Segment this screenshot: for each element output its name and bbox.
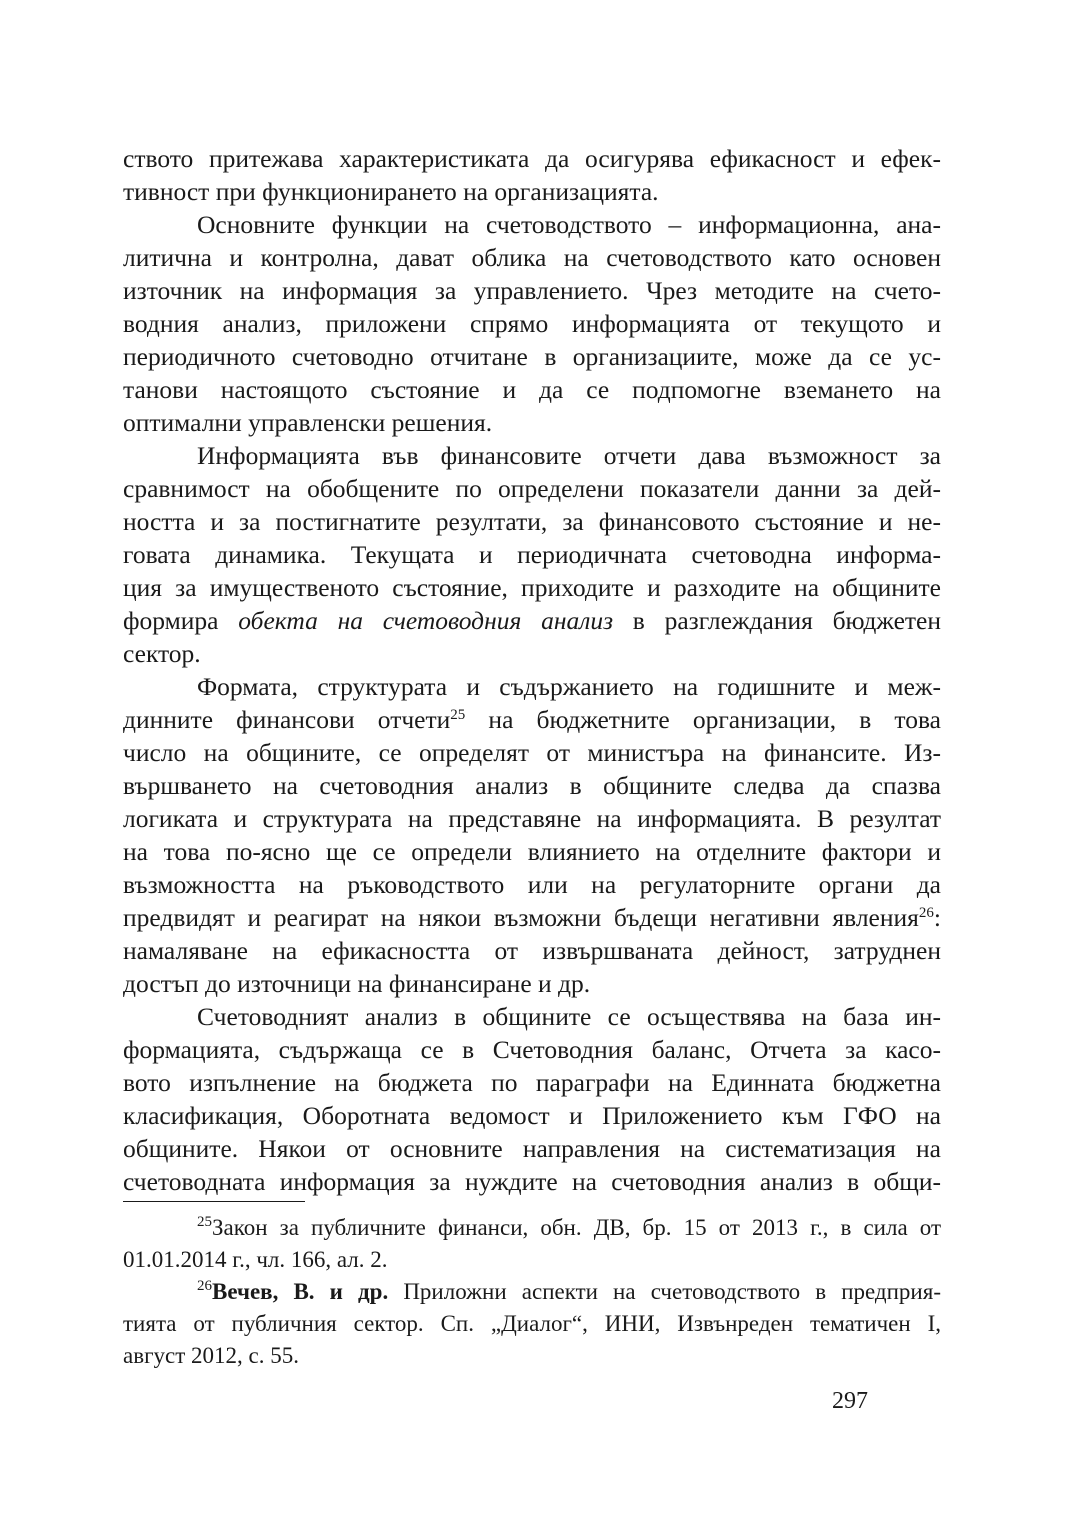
text-line: вършването на счетоводния анализ в общините следва да спазва — [123, 771, 941, 800]
main-text — [123, 142, 941, 1198]
text-line: логиката и структурата на представяне на информацията. В резултат — [123, 804, 941, 833]
text-line: общините. Някои от основните направления на систематизация на — [123, 1134, 941, 1163]
text-segment: : — [933, 903, 941, 932]
text-segment: предвидят и реагират на някои възможни бъдещи негативни явления — [123, 903, 919, 932]
text-line: вото изпълнение на бюджета по параграфи на Единната бюджетна — [123, 1068, 941, 1097]
text-line: оптимални управленски решения. — [123, 408, 493, 437]
text-line — [123, 604, 941, 637]
italic-term: обекта на счетоводния анализ — [238, 606, 614, 635]
footnote-author: Вечев, В. и др. — [212, 1279, 389, 1304]
text-segment: в разглеждания бюджетен — [613, 606, 941, 635]
text-line: танови настоящото състояние и да се подпомогне вземането на — [123, 375, 941, 404]
footnote-number: 25 — [197, 1214, 212, 1230]
text-line: източник на информация за управлението. Чрез методите на счето- — [123, 276, 941, 305]
text-segment: Закон за публичните финанси, обн. ДВ, бр. 15 от 2013 г., в сила от — [212, 1215, 941, 1240]
footnote-ref-25[interactable]: 25 — [450, 707, 466, 723]
footnote-26-line: август 2012, с. 55. — [123, 1343, 299, 1368]
text-line — [123, 901, 941, 934]
text-line: периодичното счетоводно отчитане в организациите, може да се ус- — [123, 342, 941, 371]
text-segment: Приложни аспекти на счетоводството в предприя- — [388, 1279, 941, 1304]
text-line: ството притежава характеристиката да осигурява ефикасност и ефек- — [123, 144, 941, 173]
text-line: Счетоводният анализ в общините се осъществява на база ин- — [197, 1002, 941, 1031]
text-segment: на бюджетните организации, в това — [465, 705, 941, 734]
text-line: число на общините, се определят от министъра на финансите. Из- — [123, 738, 941, 767]
text-line: формацията, съдържаща се в Счетоводния баланс, Отчета за касо- — [123, 1035, 941, 1064]
text-line: Формата, структурата и съдържанието на годишните и меж- — [197, 672, 941, 701]
text-line: Основните функции на счетоводството – информационна, ана- — [197, 210, 941, 239]
text-line: намаляване на ефикасността от извършваната дейност, затруднен — [123, 936, 941, 965]
footnote-25-line: 01.01.2014 г., чл. 166, ал. 2. — [123, 1247, 388, 1272]
footnote-25-line — [123, 1212, 941, 1244]
text-line: ността и за постигнатите резултати, за финансовото състояние и не- — [123, 507, 941, 536]
footnote-26-line: тията от публичния сектор. Сп. „Диалог“, ИНИ, Извънреден тематичен І, — [123, 1311, 941, 1336]
text-line: водния анализ, приложени спрямо информацията от текущото и — [123, 309, 941, 338]
text-line: на това по-ясно ще се определи влиянието на отделните фактори и — [123, 837, 941, 866]
text-segment: формира — [123, 606, 239, 635]
footnote-separator — [123, 1201, 305, 1202]
text-line: Информацията във финансовите отчети дава възможност за — [197, 441, 941, 470]
text-segment: динните финансови отчети — [123, 705, 451, 734]
text-line: литична и контролна, дават облика на счетоводството като основен — [123, 243, 941, 272]
footnote-ref-26[interactable]: 26 — [918, 905, 934, 921]
page-number: 297 — [832, 1388, 868, 1414]
footnote-26-line — [123, 1276, 941, 1308]
text-line — [123, 703, 941, 736]
text-line: сектор. — [123, 639, 201, 668]
text-line: тивност при функционирането на организацията. — [123, 177, 659, 206]
footnote-number: 26 — [197, 1278, 212, 1294]
text-line: класификация, Оборотната ведомост и Приложението към ГФО на — [123, 1101, 941, 1130]
text-line: възможността на ръководството или на регулаторните органи да — [123, 870, 941, 899]
text-line: достъп до източници на финансиране и др. — [123, 969, 591, 998]
text-line: говата динамика. Текущата и периодичната счетоводна информа- — [123, 540, 941, 569]
text-line: ция за имущественото състояние, приходите и разходите на общините — [123, 573, 941, 602]
text-line: сравнимост на обобщените по определени показатели данни за дей- — [123, 474, 941, 503]
text-line: счетоводната информация за нуждите на счетоводния анализ в общи- — [123, 1167, 941, 1196]
footnotes — [123, 1212, 941, 1372]
